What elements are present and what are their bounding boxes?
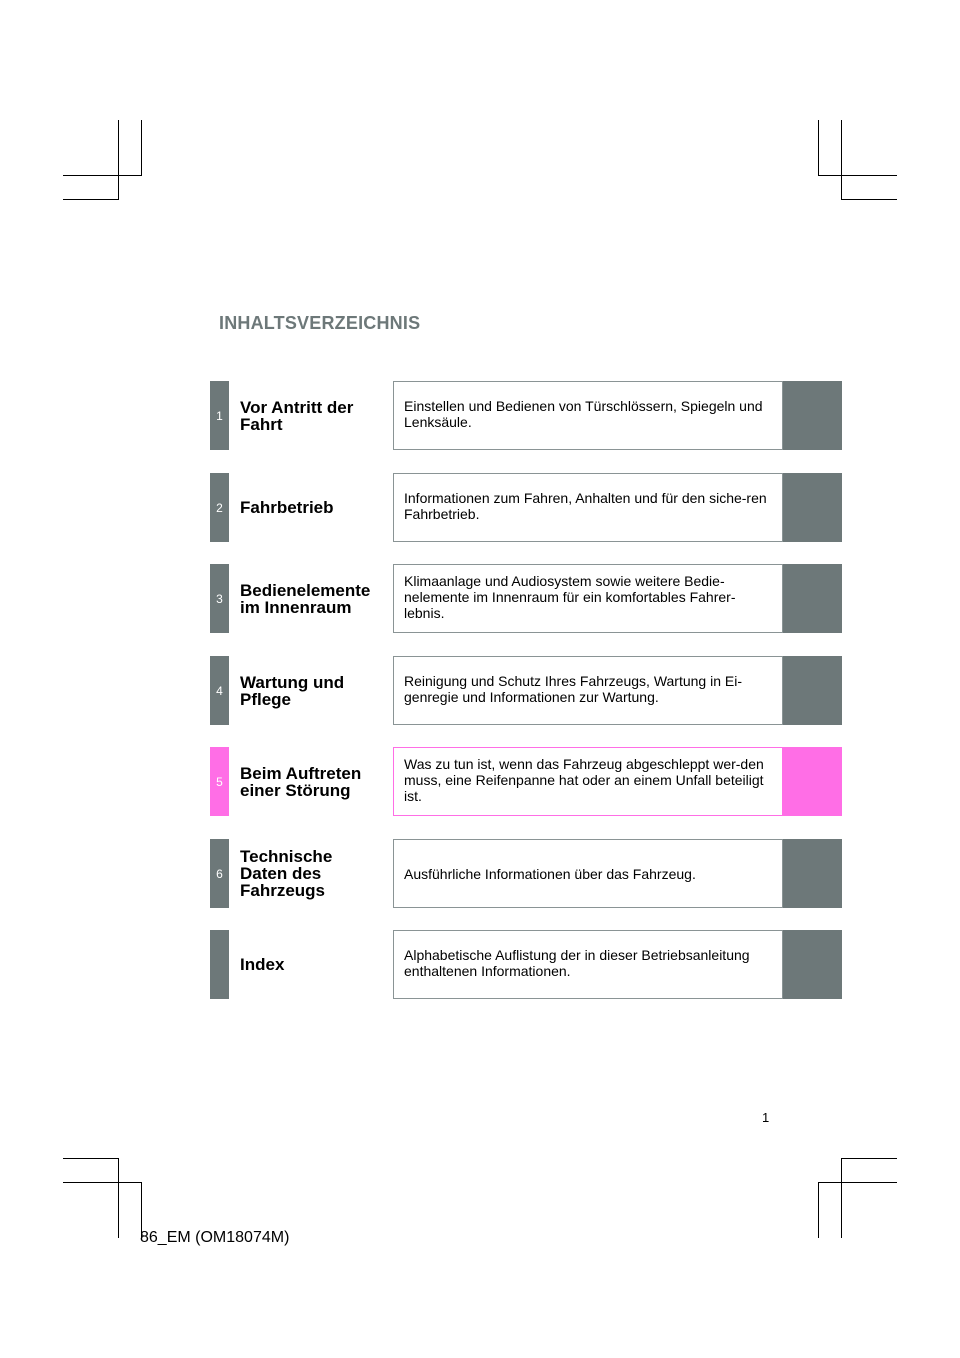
- crop-mark: [818, 175, 897, 176]
- toc-item[interactable]: [210, 839, 842, 908]
- section-description: Was zu tun ist, wenn das Fahrzeug abgeschleppt wer-den muss, eine Reifenpanne hat oder an einem Unfall beteiligt ist.: [404, 756, 764, 804]
- crop-mark: [141, 120, 142, 176]
- section-tab[interactable]: 2: [210, 473, 229, 542]
- toc-item[interactable]: [210, 930, 842, 999]
- section-description: Reinigung und Schutz Ihres Fahrzeugs, Wartung in Ei-genregie und Informationen zur Wartung.: [404, 673, 742, 705]
- page-title: INHALTSVERZEICHNIS: [219, 313, 421, 333]
- section-description-box: [393, 564, 783, 633]
- crop-mark: [818, 120, 819, 176]
- section-tab[interactable]: 4: [210, 656, 229, 725]
- section-tab[interactable]: 6: [210, 839, 229, 908]
- section-description: Informationen zum Fahren, Anhalten und für den siche-ren Fahrbetrieb.: [404, 490, 767, 522]
- toc-item[interactable]: [210, 564, 842, 633]
- toc-item-active[interactable]: [210, 747, 842, 816]
- crop-mark: [818, 1182, 897, 1183]
- section-tab[interactable]: [210, 930, 229, 999]
- toc-item[interactable]: [210, 381, 842, 450]
- section-description-box: [393, 747, 783, 816]
- section-description-box: [393, 473, 783, 542]
- crop-mark: [63, 1158, 119, 1159]
- section-description-box: [393, 930, 783, 999]
- section-title[interactable]: Vor Antritt der Fahrt: [240, 397, 354, 434]
- section-color-block: [783, 656, 842, 725]
- section-title[interactable]: Technische Daten des Fahrzeugs: [240, 847, 333, 900]
- crop-mark: [63, 1182, 142, 1183]
- crop-mark: [841, 1158, 842, 1238]
- toc-item[interactable]: [210, 473, 842, 542]
- crop-mark: [818, 1182, 819, 1238]
- section-title[interactable]: Fahrbetrieb: [240, 498, 334, 517]
- section-color-block: [783, 564, 842, 633]
- crop-mark: [63, 199, 119, 200]
- page-number: 1: [762, 1110, 770, 1125]
- section-title[interactable]: Beim Auftreten einer Störung: [240, 763, 362, 800]
- section-description: Einstellen und Bedienen von Türschlössern, Spiegeln und Lenksäule.: [404, 398, 763, 430]
- section-title[interactable]: Bedienelemente im Innenraum: [240, 580, 371, 617]
- section-description: Klimaanlage und Audiosystem sowie weitere Bedie-nelemente im Innenraum für ein komfortables Fahrer-lebnis.: [404, 573, 736, 621]
- section-tab[interactable]: 1: [210, 381, 229, 450]
- section-color-block: [783, 473, 842, 542]
- toc-item[interactable]: [210, 656, 842, 725]
- crop-mark: [63, 175, 142, 176]
- section-description-box: [393, 839, 783, 908]
- section-title[interactable]: Wartung und Pflege: [240, 672, 345, 709]
- document-code: 86_EM (OM18074M): [140, 1229, 290, 1246]
- section-color-block: [783, 839, 842, 908]
- section-color-block: [783, 747, 842, 816]
- crop-mark: [841, 1158, 897, 1159]
- crop-mark: [841, 120, 842, 200]
- section-description: Alphabetische Auflistung der in dieser Betriebsanleitung enthaltenen Informationen.: [404, 947, 750, 979]
- crop-mark: [118, 1158, 119, 1238]
- section-description-box: [393, 656, 783, 725]
- section-title[interactable]: Index: [240, 955, 285, 974]
- section-color-block: [783, 381, 842, 450]
- crop-mark: [118, 120, 119, 200]
- section-color-block: [783, 930, 842, 999]
- section-description-box: [393, 381, 783, 450]
- section-description: Ausführliche Informationen über das Fahrzeug.: [404, 865, 696, 882]
- section-tab[interactable]: 3: [210, 564, 229, 633]
- crop-mark: [841, 199, 897, 200]
- section-tab[interactable]: 5: [210, 747, 229, 816]
